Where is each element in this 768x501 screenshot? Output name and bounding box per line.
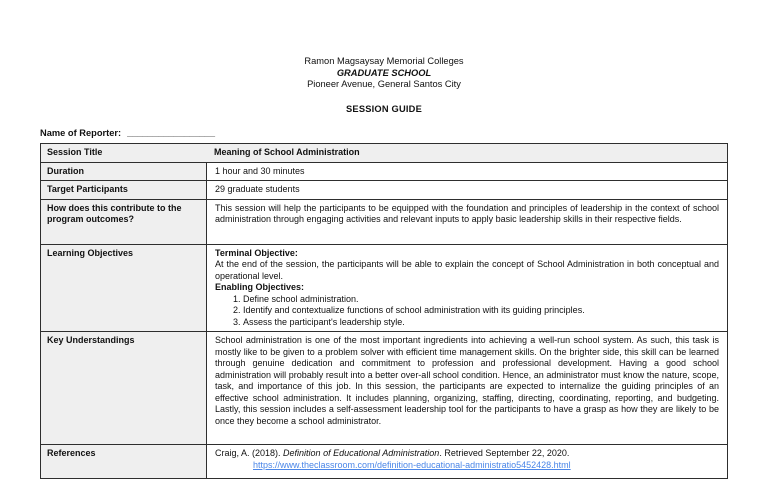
enabling-objective-item: 2. Identify and contextualize functions of school administration with its guiding principles. [243,305,719,317]
key-understandings-label: Key Understandings [41,332,206,444]
table-row-program-outcomes [41,199,727,244]
learning-objectives-value [206,245,727,332]
document-title: SESSION GUIDE [346,103,422,114]
table-row-target-participants [41,180,727,199]
table-row-learning-objectives [41,244,727,332]
program-outcomes-label: How does this contribute to the program outcomes? [41,200,206,244]
terminal-objective-heading: Terminal Objective: [215,247,298,258]
reference-hyperlink[interactable]: https://www.theclassroom.com/definition-educational-administratio5452428.html [253,459,571,470]
table-row-references [41,444,727,478]
citation-retrieved: . Retrieved September 22, 2020. [439,448,570,458]
citation-author: Craig, A. (2018). [215,448,284,458]
school-name: GRADUATE SCHOOL [336,67,432,78]
enabling-objectives-heading: Enabling Objectives: [215,282,305,292]
document-header [0,0,768,115]
reference-citation [215,448,719,460]
reporter-line [40,128,768,138]
duration-label: Duration [41,163,206,181]
program-outcomes-value: This session will help the participants to be equipped with the foundation and principles of leadership in the context of school administration through engaging activities and relevant inputs to apply basic leadership skills in their respective fields. [206,200,727,244]
session-guide-table [40,143,728,479]
session-title-label: Session Title [41,144,206,162]
citation-title: Definition of Educational Administration [283,448,440,458]
enabling-objective-item: 1. Define school administration. [243,294,719,306]
reporter-blank-field[interactable]: _________________ [127,128,216,138]
session-title-value: Meaning of School Administration [206,144,727,162]
references-value [206,445,727,478]
reference-link-line [215,460,719,472]
enabling-objectives-list [215,294,719,329]
target-participants-value: 29 graduate students [206,181,727,199]
reporter-label: Name of Reporter: [40,128,122,138]
institution-address: Pioneer Avenue, General Santos City [307,79,461,89]
terminal-objective-text: At the end of the session, the participants will be able to explain the concept of School Administration in both conceptual and operational level. [215,259,719,281]
institution-name: Ramon Magsaysay Memorial Colleges [304,56,464,66]
enabling-objective-item: 3. Assess the participant's leadership style. [243,317,719,329]
table-row-key-understandings [41,331,727,444]
table-row-duration [41,162,727,181]
references-label: References [41,445,206,478]
duration-value: 1 hour and 30 minutes [206,163,727,181]
learning-objectives-label: Learning Objectives [41,245,206,332]
target-participants-label: Target Participants [41,181,206,199]
table-row-session-title [41,144,727,162]
key-understandings-value: School administration is one of the most important ingredients into achieving a well-run school system. As such, this task is mostly like to be given to a problem solver with efficient time management skills. On the brighter side, this skill can be learned through genuine dedication and commitment to profession and professional development. Having a good school administration will probably result into a better over-all school condition. Hence, an administrator must know the nature, scope, task, and importance of this job. In this session, the participants are expected to internalize the guiding principles of an effective school administration. It includes planning, organizing, staffing, directing, coordinating, reporting, and budgeting. Lastly, this session includes a self-assessment leadership tool for the participants to have a grasp as how they are likely to be once they become a school administrator. [206,332,727,444]
